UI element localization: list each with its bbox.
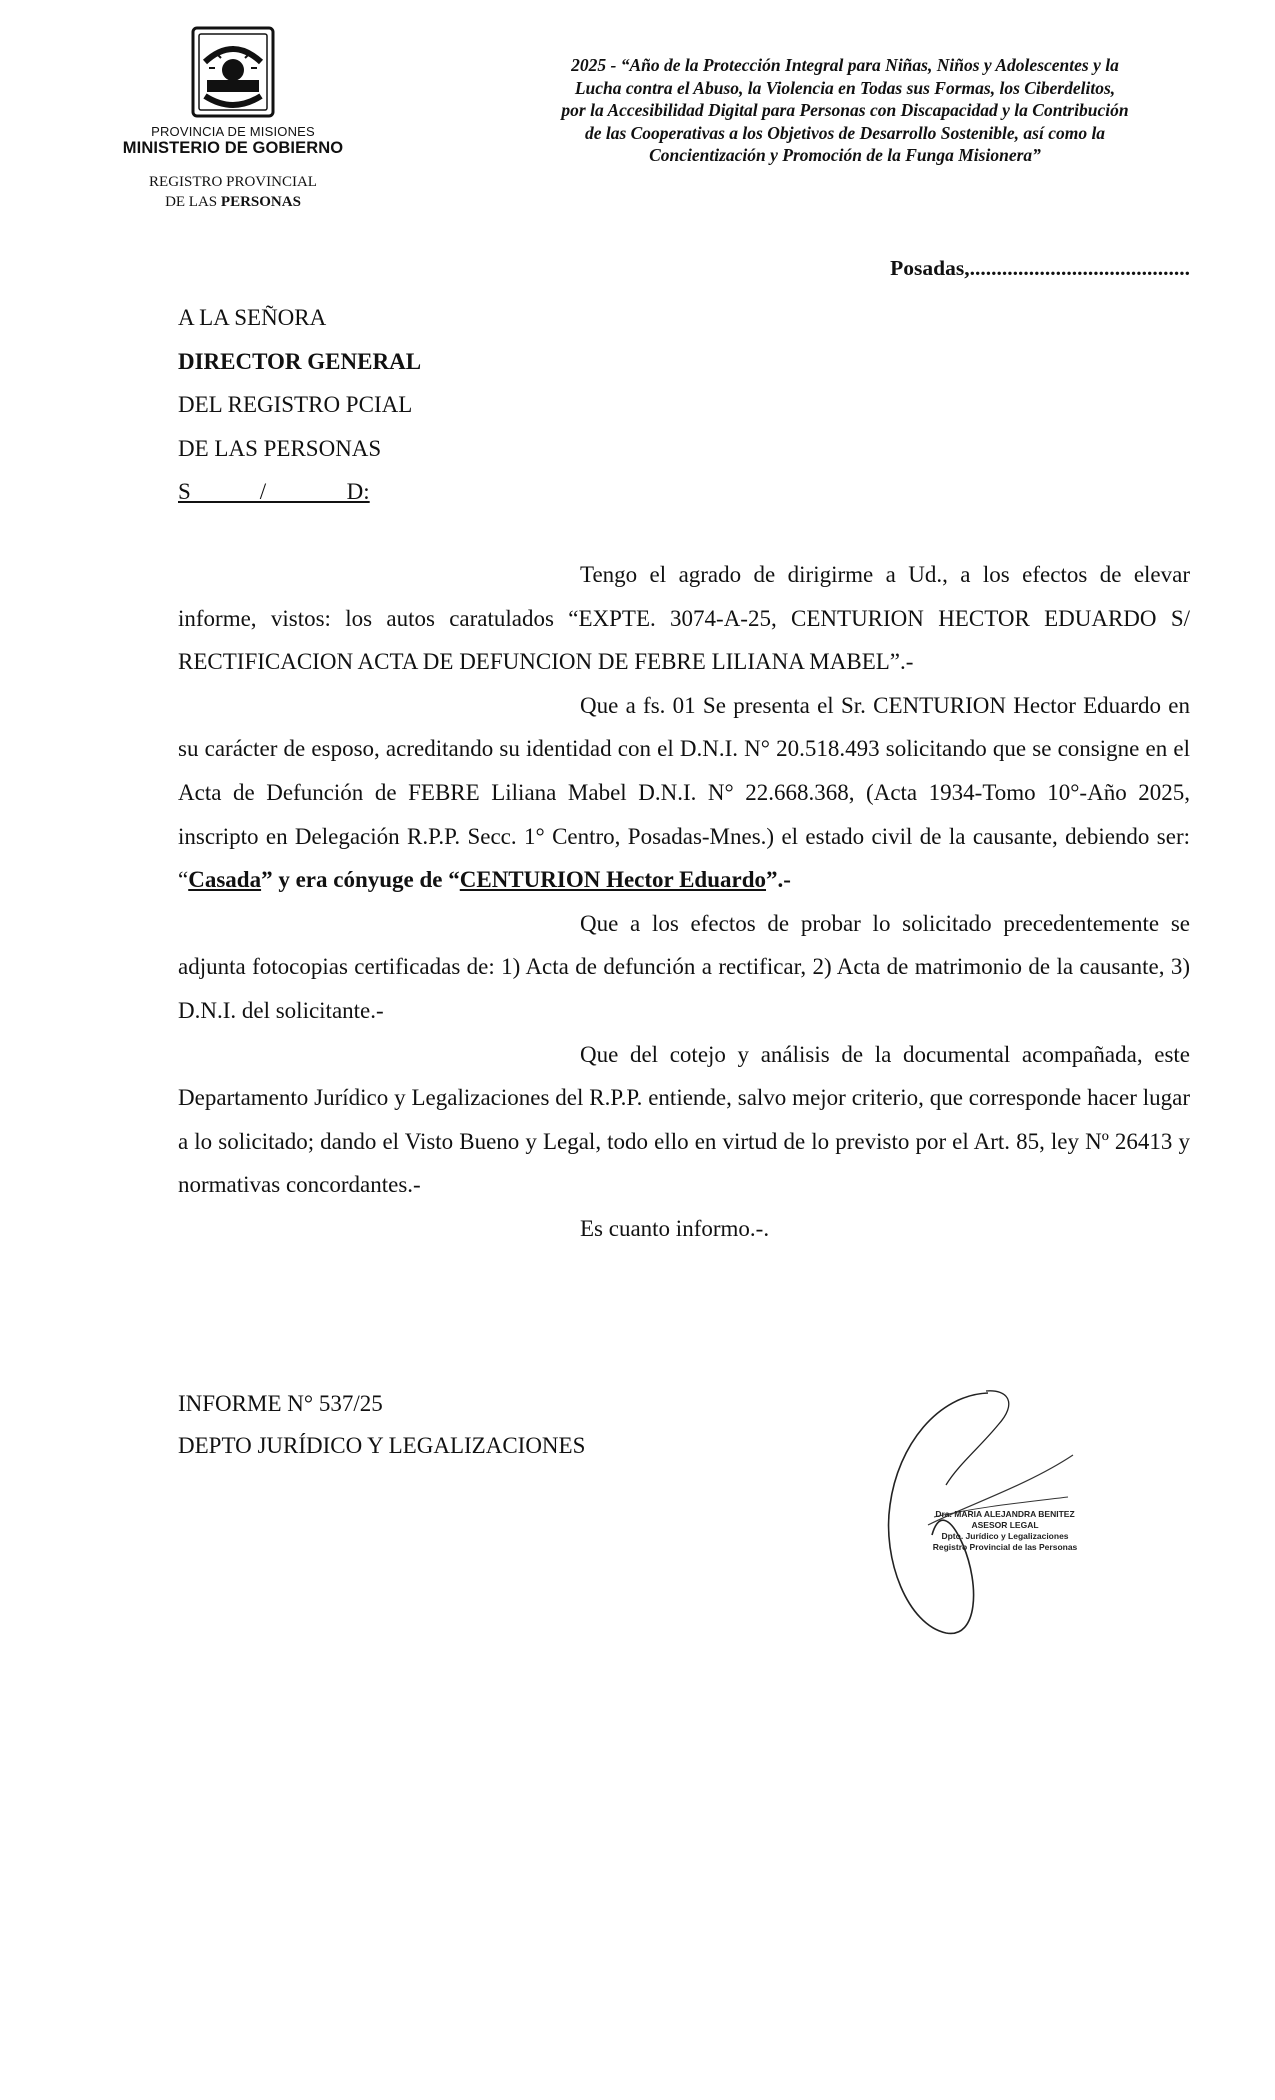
- paragraph-1: Tengo el agrado de dirigirme a Ud., a los efectos de elevar informe, vistos: los autos caratulados “EXPTE. 3074-A-25, CENTURION HECTOR EDUARDO S/ RECTIFICACION ACTA DE DEFUNCION DE FEBRE LILIANA MABEL”.-: [178, 562, 1190, 675]
- provincial-seal-icon: [183, 22, 283, 122]
- addressee-line-1: A LA SEÑORA: [178, 305, 327, 330]
- marital-status: Casada: [188, 867, 262, 893]
- registry-line-2-prefix: DE LAS: [165, 194, 221, 210]
- paragraph-3: Que a los efectos de probar lo solicitado precedentemente se adjunta fotocopias certificadas de: 1) Acta de defunción a rectificar, 2) Acta de matrimonio de la causante, 3) D.N.I. del solicitante.-: [178, 910, 1190, 1023]
- addressee-line-3: DEL REGISTRO PCIAL: [178, 392, 413, 417]
- department-name: DEPTO JURÍDICO Y LEGALIZACIONES: [178, 1433, 586, 1458]
- report-body: [178, 553, 1190, 1251]
- paragraph-2: [178, 684, 1190, 902]
- paragraph-2-text-a: Que a fs. 01 Se presenta el Sr. CENTURION Hector Eduardo en su carácter de esposo, acreditando su identidad con el D.N.I. N° 20.518.493 solicitando que se consigne en el Acta de Defunción de FEBRE Liliana Mabel D.N.I. N° 22.668.368, (Acta 1934-Tomo 10°-Año 2025, inscripto en Delegación R.P.P. Secc. 1° Centro, Posadas-Mnes.) el estado civil de la causante, debiendo ser: “: [178, 692, 1190, 893]
- addressee-line-4: DE LAS PERSONAS: [178, 435, 382, 461]
- paragraph-2-text-b: ” y era cónyuge de “: [261, 867, 460, 893]
- addressee-block: [178, 296, 445, 514]
- paragraph-2-text-c: ”.-: [766, 867, 791, 893]
- registry-line-2-bold: PERSONAS: [220, 194, 301, 210]
- motto-line: Concientización y Promoción de la Funga Misionera”: [649, 145, 1041, 165]
- spouse-name: CENTURION Hector Eduardo: [459, 867, 767, 893]
- ministry-name: MINISTERIO DE GOBIERNO: [122, 139, 344, 157]
- paragraph-5: Es cuanto informo.-.: [580, 1215, 770, 1241]
- motto-line: por la Accesibilidad Digital para Personas con Discapacidad y la Contribución: [561, 100, 1129, 120]
- place-date: Posadas,.........................................: [890, 256, 1190, 280]
- stamp-line-2: ASESOR LEGAL: [971, 1520, 1039, 1530]
- stamp-line-4: Registro Provincial de las Personas: [932, 1542, 1078, 1552]
- motto-line: de las Cooperativas a los Objetivos de Desarrollo Sostenible, así como la: [584, 122, 1106, 143]
- signature-stamp: [930, 1509, 1080, 1553]
- registry-line-1: REGISTRO PROVINCIAL: [149, 174, 317, 190]
- province-name: PROVINCIA DE MISIONES: [151, 124, 315, 139]
- motto-line: Lucha contra el Abuso, la Violencia en Todas sus Formas, los Ciberdelitos,: [574, 77, 1116, 98]
- salutation-sd: S / D:: [178, 479, 370, 504]
- paragraph-4: Que del cotejo y análisis de la documental acompañada, este Departamento Jurídico y Legalizaciones del R.P.P. entiende, salvo mejor criterio, que corresponde hacer lugar a lo solicitado; dando el Visto Bueno y Legal, todo ello en virtud de lo previsto por el Art. 85, ley Nº 26413 y normativas concordantes.-: [178, 1041, 1190, 1198]
- letterhead: [108, 22, 358, 212]
- registry-name: [108, 172, 358, 212]
- stamp-line-1: Dra. MARIA ALEJANDRA BENITEZ: [935, 1509, 1075, 1519]
- motto-line: 2025 - “Año de la Protección Integral para Niñas, Niños y Adolescentes y la: [571, 55, 1119, 75]
- report-reference: [178, 1383, 585, 1467]
- registry-line-2: [108, 192, 358, 212]
- year-motto: [490, 54, 1200, 167]
- signature-block: [868, 1385, 1078, 1645]
- report-number: INFORME N° 537/25: [178, 1391, 383, 1416]
- addressee-line-2: DIRECTOR GENERAL: [178, 348, 422, 374]
- stamp-line-3: Dpto. Jurídico y Legalizaciones: [941, 1531, 1069, 1541]
